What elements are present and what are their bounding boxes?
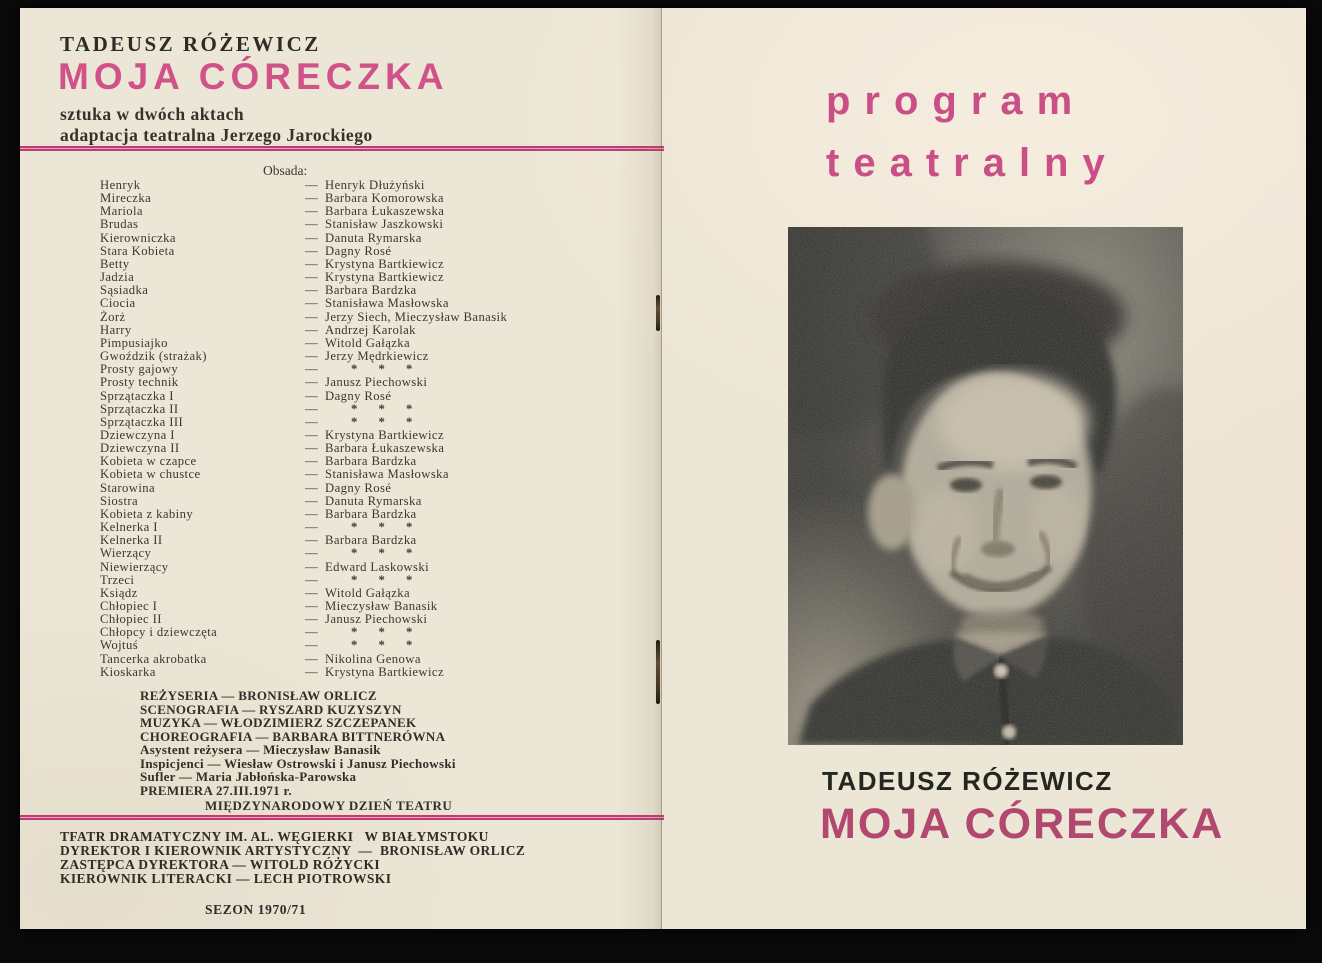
cast-role: Mireczka bbox=[100, 191, 152, 206]
cast-performer: * * * bbox=[351, 638, 422, 653]
portrait-photo-art bbox=[788, 227, 1183, 745]
cast-performer: Dagny Rosé bbox=[325, 243, 392, 258]
theater-info bbox=[60, 830, 640, 886]
cast-dash: — bbox=[305, 585, 318, 600]
cast-role: Stara Kobieta bbox=[100, 243, 175, 258]
cast-role: Sprzątaczka II bbox=[100, 401, 179, 416]
cast-dash: — bbox=[305, 349, 318, 364]
staple-bottom bbox=[656, 640, 660, 704]
cast-performer: Jerzy Siech, Mieczysław Banasik bbox=[325, 309, 508, 324]
left-subtitle-2: adaptacja teatralna Jerzego Jarockiego bbox=[60, 125, 373, 145]
cast-performer: Barbara Łukaszewska bbox=[325, 441, 445, 456]
cast-performer: * * * bbox=[351, 625, 422, 640]
cast-row bbox=[100, 547, 640, 560]
cast-role: Betty bbox=[100, 256, 130, 271]
cast-role: Dziewczyna II bbox=[100, 441, 180, 456]
premiere-day: MIĘDZYNARODOWY DZIEŃ TEATRU bbox=[205, 798, 453, 813]
cast-performer: * * * bbox=[351, 546, 422, 561]
cast-dash: — bbox=[305, 454, 318, 469]
cast-row bbox=[100, 561, 640, 574]
cast-row bbox=[100, 324, 640, 337]
cast-dash: — bbox=[305, 309, 318, 324]
cast-performer: Danuta Rymarska bbox=[325, 493, 422, 508]
cast-row bbox=[100, 218, 640, 231]
cast-performer: Jerzy Mędrkiewicz bbox=[325, 349, 429, 364]
cast-performer: Janusz Piechowski bbox=[325, 375, 428, 390]
cast-role: Sprzątaczka I bbox=[100, 388, 174, 403]
cast-role: Kioskarka bbox=[100, 664, 156, 679]
cast-role: Jadzia bbox=[100, 270, 135, 285]
program-spread bbox=[20, 8, 1306, 929]
cast-role: Pimpusiajko bbox=[100, 335, 168, 350]
cast-dash: — bbox=[305, 651, 318, 666]
cast-row bbox=[100, 376, 640, 389]
spine-shadow bbox=[616, 8, 662, 929]
crew-line: Asystent reżysera — Mieczysław Banasik bbox=[140, 742, 381, 757]
cast-dash: — bbox=[305, 296, 318, 311]
cast-row bbox=[100, 232, 640, 245]
cast-row bbox=[100, 468, 640, 481]
theater-line: DYREKTOR I KIEROWNIK ARTYSTYCZNY — BRONISŁAW ORLICZ bbox=[60, 842, 526, 858]
cast-performer: Dagny Rosé bbox=[325, 480, 392, 495]
cast-role: Kelnerka II bbox=[100, 533, 163, 548]
season-label: SEZON 1970/71 bbox=[205, 902, 307, 917]
cast-heading: Obsada: bbox=[263, 163, 308, 178]
crew-line: Inspicjenci — Wiesław Ostrowski i Janusz Piechowski bbox=[140, 755, 456, 771]
left-author: TADEUSZ RÓŻEWICZ bbox=[60, 32, 321, 56]
theater-line: KIEROWNIK LITERACKI — LECH PIOTROWSKI bbox=[60, 870, 392, 886]
cast-role: Kobieta z kabiny bbox=[100, 506, 194, 521]
cast-performer: * * * bbox=[351, 414, 422, 429]
cast-performer: Andrzej Karolak bbox=[325, 322, 416, 337]
cast-role: Trzeci bbox=[100, 572, 135, 587]
program-heading-line1: program bbox=[826, 79, 1087, 123]
cast-role: Henryk bbox=[100, 178, 141, 192]
cast-performer: Krystyna Bartkiewicz bbox=[325, 664, 444, 679]
cast-role: Siostra bbox=[100, 493, 139, 508]
cast-role: Dziewczyna I bbox=[100, 427, 175, 442]
cast-dash: — bbox=[305, 191, 318, 206]
cast-dash: — bbox=[305, 493, 318, 508]
cast-dash: — bbox=[305, 335, 318, 350]
cast-role: Prosty technik bbox=[100, 375, 179, 390]
cast-role: Ksiądz bbox=[100, 585, 138, 600]
bottom-rule bbox=[20, 815, 664, 820]
cast-performer: Witold Gałązka bbox=[325, 585, 411, 600]
theater-line: ZASTĘPCA DYREKTORA — WITOLD RÓŻYCKI bbox=[60, 856, 381, 872]
cast-role: Niewierzący bbox=[100, 559, 169, 574]
staple-top bbox=[656, 295, 660, 331]
cast-role: Wierzący bbox=[100, 546, 152, 561]
cast-row bbox=[100, 245, 640, 258]
portrait-photo bbox=[788, 227, 1183, 745]
cast-role: Mariola bbox=[100, 204, 143, 219]
cast-role: Ciocia bbox=[100, 296, 136, 311]
cast-performer: Dagny Rosé bbox=[325, 388, 392, 403]
cast-dash: — bbox=[305, 243, 318, 258]
cast-row bbox=[100, 639, 640, 652]
cast-row bbox=[100, 653, 640, 666]
cast-role: Chłopiec II bbox=[100, 612, 162, 627]
cast-dash: — bbox=[305, 256, 318, 271]
cast-role: Kobieta w chustce bbox=[100, 467, 201, 482]
crew-line: MUZYKA — WŁODZIMIERZ SZCZEPANEK bbox=[140, 715, 417, 730]
left-title: MOJA CÓRECZKA bbox=[58, 56, 449, 97]
cast-dash: — bbox=[305, 612, 318, 627]
cast-role: Sąsiadka bbox=[100, 283, 149, 298]
cast-role: Chłopcy i dziewczęta bbox=[100, 625, 218, 640]
program-heading bbox=[826, 70, 1119, 194]
cast-role: Kierowniczka bbox=[100, 230, 176, 245]
cast-dash: — bbox=[305, 520, 318, 535]
cast-role: Żorż bbox=[100, 309, 126, 324]
cast-role: Kelnerka I bbox=[100, 520, 158, 535]
cast-row bbox=[100, 297, 640, 310]
cast-performer: Barbara Bardzka bbox=[325, 283, 417, 298]
cast-list bbox=[100, 179, 640, 679]
cast-performer: Barbara Łukaszewska bbox=[325, 204, 445, 219]
right-author: TADEUSZ RÓŻEWICZ bbox=[822, 766, 1113, 796]
cast-dash: — bbox=[305, 441, 318, 456]
cast-performer: Barbara Bardzka bbox=[325, 506, 417, 521]
cast-performer: Barbara Komorowska bbox=[325, 191, 444, 206]
cast-performer: Witold Gałązka bbox=[325, 335, 411, 350]
cast-performer: Henryk Dłużyński bbox=[325, 178, 425, 192]
cast-dash: — bbox=[305, 375, 318, 390]
top-rule bbox=[20, 146, 664, 151]
cast-role: Tancerka akrobatka bbox=[100, 651, 207, 666]
cast-role: Harry bbox=[100, 322, 132, 337]
cast-row bbox=[100, 574, 640, 587]
cast-performer: Stanisława Masłowska bbox=[325, 467, 449, 482]
cast-performer: Mieczysław Banasik bbox=[325, 599, 438, 613]
cast-dash: — bbox=[305, 506, 318, 521]
cast-dash: — bbox=[305, 664, 318, 679]
cast-role: Gwoździk (strażak) bbox=[100, 349, 207, 364]
cast-row bbox=[100, 416, 640, 429]
cast-performer: Krystyna Bartkiewicz bbox=[325, 427, 444, 442]
cast-performer: Krystyna Bartkiewicz bbox=[325, 270, 444, 285]
cast-performer: * * * bbox=[351, 520, 422, 535]
cast-role: Starowina bbox=[100, 480, 156, 495]
cast-role: Sprzątaczka III bbox=[100, 414, 184, 429]
cast-role: Brudas bbox=[100, 217, 139, 232]
cast-dash: — bbox=[305, 283, 318, 298]
cast-row bbox=[100, 311, 640, 324]
cast-performer: Barbara Bardzka bbox=[325, 454, 417, 469]
cast-row bbox=[100, 495, 640, 508]
cast-dash: — bbox=[305, 388, 318, 403]
cast-performer: Edward Laskowski bbox=[325, 559, 430, 574]
crew-line: SCENOGRAFIA — RYSZARD KUZYSZYN bbox=[140, 701, 402, 717]
cast-dash: — bbox=[305, 625, 318, 640]
cast-dash: — bbox=[305, 401, 318, 416]
cast-dash: — bbox=[305, 362, 318, 377]
cast-dash: — bbox=[305, 599, 318, 613]
program-heading-line2: teatralny bbox=[826, 141, 1119, 185]
cast-performer: * * * bbox=[351, 362, 422, 377]
cast-dash: — bbox=[305, 572, 318, 587]
crew-line: CHOREOGRAFIA — BARBARA BITTNERÓWNA bbox=[140, 728, 446, 744]
cast-performer: * * * bbox=[351, 572, 422, 587]
cast-dash: — bbox=[305, 559, 318, 574]
cast-row bbox=[100, 666, 640, 679]
cast-dash: — bbox=[305, 414, 318, 429]
cast-performer: Stanisława Masłowska bbox=[325, 296, 449, 311]
cast-role: Prosty gajowy bbox=[100, 362, 179, 377]
crew-line: Sufler — Maria Jabłońska-Parowska bbox=[140, 769, 357, 784]
cast-role: Kobieta w czapce bbox=[100, 454, 197, 469]
cast-dash: — bbox=[305, 204, 318, 219]
cast-role: Chłopiec I bbox=[100, 599, 158, 613]
crew-line: PREMIERA 27.III.1971 r. bbox=[140, 782, 292, 798]
spine-fold bbox=[661, 8, 662, 929]
cast-dash: — bbox=[305, 322, 318, 337]
cast-row bbox=[100, 403, 640, 416]
cast-dash: — bbox=[305, 638, 318, 653]
right-title: MOJA CÓRECZKA bbox=[820, 800, 1225, 848]
cast-dash: — bbox=[305, 217, 318, 232]
cast-performer: Janusz Piechowski bbox=[325, 612, 428, 627]
cast-dash: — bbox=[305, 178, 318, 192]
crew-list bbox=[140, 689, 660, 797]
cast-dash: — bbox=[305, 546, 318, 561]
cast-dash: — bbox=[305, 427, 318, 442]
crew-line: REŻYSERIA — BRONISŁAW ORLICZ bbox=[140, 688, 377, 703]
cast-role: Wojtuś bbox=[100, 638, 139, 653]
cast-performer: Stanisław Jaszkowski bbox=[325, 217, 444, 232]
cast-performer: Danuta Rymarska bbox=[325, 230, 422, 245]
left-subtitle-1: sztuka w dwóch aktach bbox=[60, 104, 245, 124]
cast-performer: Barbara Bardzka bbox=[325, 533, 417, 548]
cast-performer: Nikolina Genowa bbox=[325, 651, 421, 666]
cast-performer: Krystyna Bartkiewicz bbox=[325, 256, 444, 271]
cast-dash: — bbox=[305, 467, 318, 482]
cast-row bbox=[100, 482, 640, 495]
cast-dash: — bbox=[305, 533, 318, 548]
cast-row bbox=[100, 390, 640, 403]
cast-dash: — bbox=[305, 230, 318, 245]
theater-line: TFATR DRAMATYCZNY IM. AL. WĘGIERKI W BIAŁYMSTOKU bbox=[60, 829, 489, 844]
cast-dash: — bbox=[305, 480, 318, 495]
cast-dash: — bbox=[305, 270, 318, 285]
cast-performer: * * * bbox=[351, 401, 422, 416]
